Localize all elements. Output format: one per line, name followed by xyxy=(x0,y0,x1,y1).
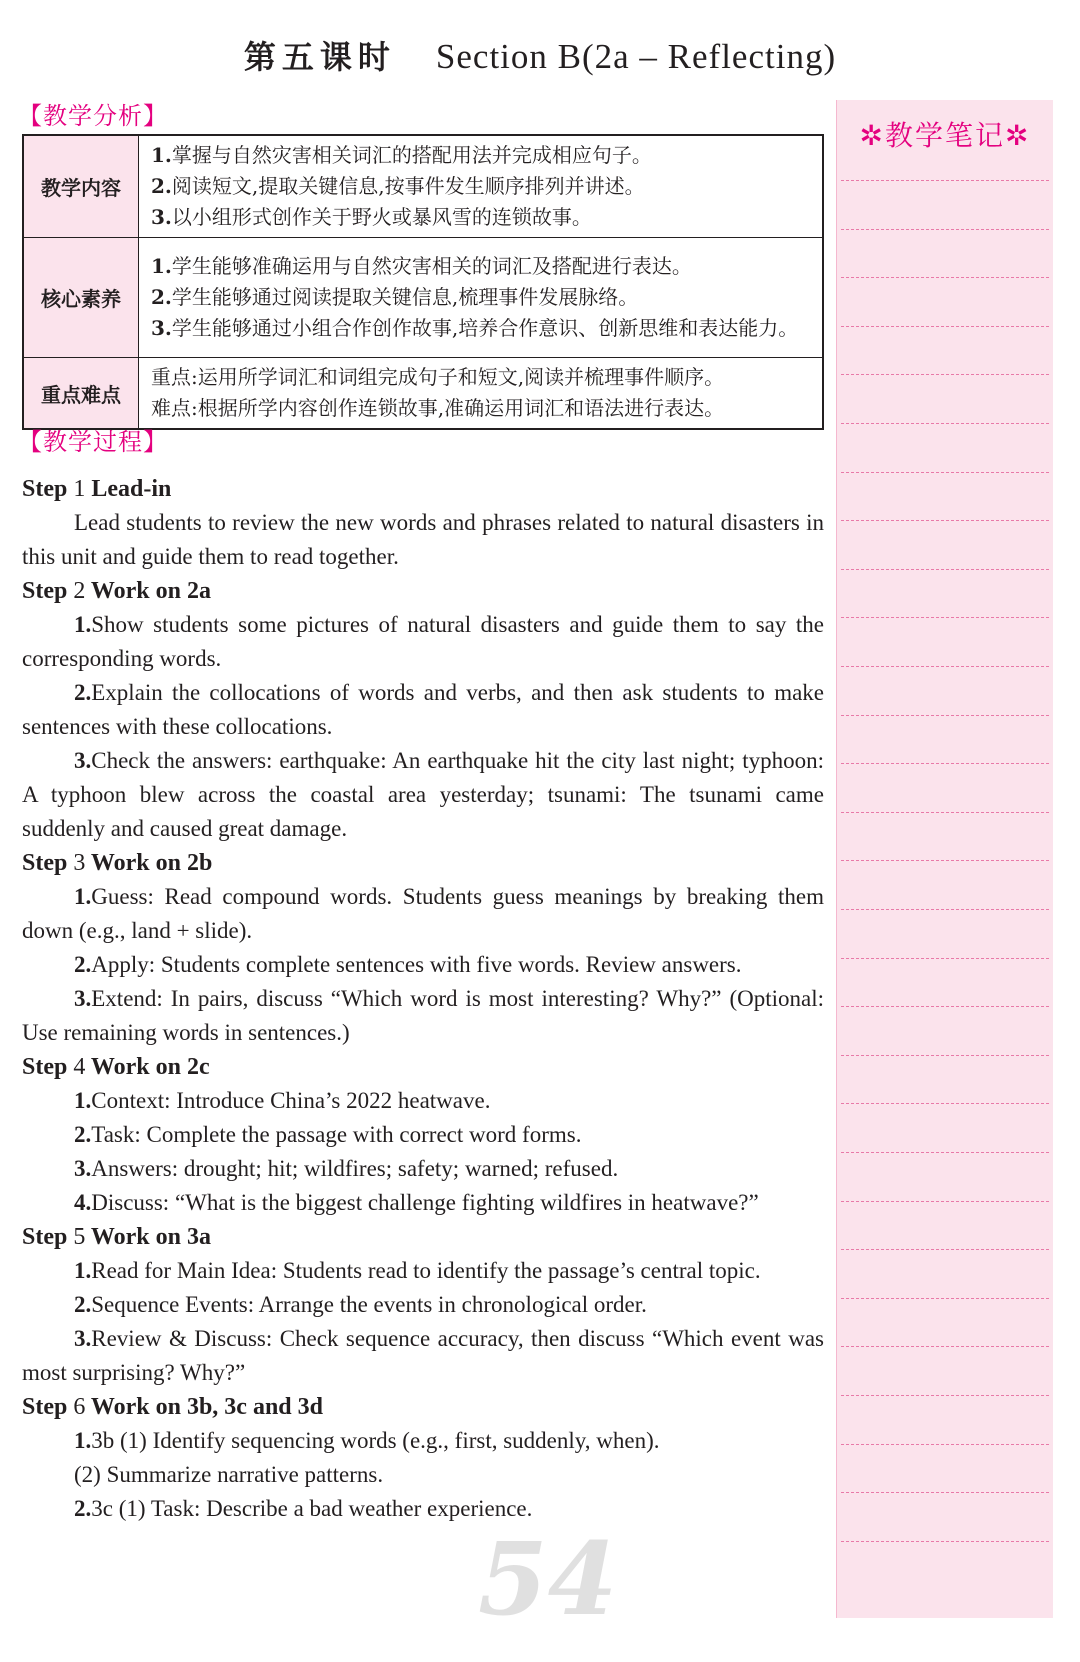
paragraph-text: Extend: In pairs, discuss “Which word is most interesting? Why?” (Optional: Use remaining words in sentences.) xyxy=(22,986,824,1045)
step-heading xyxy=(22,1390,824,1424)
notes-line xyxy=(841,617,1049,618)
item-text: 学生能够通过小组合作创作故事,培养合作意识、创新思维和表达能力。 xyxy=(171,316,799,340)
step-paragraph xyxy=(22,676,824,744)
paragraph-text: Discuss: “What is the biggest challenge fighting wildfires in heatwave?” xyxy=(91,1190,759,1215)
analysis-item xyxy=(151,362,812,393)
step-name: Work on 2b xyxy=(90,850,213,876)
step-paragraph xyxy=(22,1118,824,1152)
item-text: 掌握与自然灾害相关词汇的搭配用法并完成相应句子。 xyxy=(171,143,652,167)
item-number: 3. xyxy=(151,316,172,340)
paragraph-number: 1. xyxy=(74,1088,92,1113)
step-paragraph xyxy=(22,1084,824,1118)
analysis-heading: 【教学分析】 xyxy=(18,102,168,130)
step-number: 2 xyxy=(73,578,86,604)
step-number: 5 xyxy=(73,1224,86,1250)
step-paragraph xyxy=(22,1492,824,1526)
paragraph-number: 2. xyxy=(74,1496,92,1521)
analysis-table xyxy=(22,134,824,430)
item-text: 难点:根据所学内容创作连锁故事,准确运用词汇和语法进行表达。 xyxy=(151,396,725,420)
step-heading xyxy=(22,1050,824,1084)
step-paragraph xyxy=(22,744,824,846)
paragraph-text: Context: Introduce China’s 2022 heatwave. xyxy=(91,1088,491,1113)
paragraph-text: Review & Discuss: Check sequence accuracy, then discuss “Which event was most surprising? Why?” xyxy=(22,1326,824,1385)
notes-line xyxy=(841,1152,1049,1153)
paragraph-number: 2. xyxy=(74,680,92,705)
step-word: Step xyxy=(22,476,68,502)
paragraph-text: Check the answers: earthquake: An earthquake hit the city last night; typhoon: A typhoon blew across the coastal area yesterday; tsunami: The tsunami came suddenly and caused great damage. xyxy=(22,748,824,841)
analysis-row-label: 核心素养 xyxy=(23,238,139,358)
step-heading xyxy=(22,472,824,506)
analysis-row-content xyxy=(139,358,824,430)
analysis-item xyxy=(151,202,812,233)
paragraph-number: 2. xyxy=(74,952,92,977)
paragraph-text: Read for Main Idea: Students read to identify the passage’s central topic. xyxy=(91,1258,761,1283)
step-heading xyxy=(22,574,824,608)
step-paragraph xyxy=(22,982,824,1050)
analysis-item xyxy=(151,393,812,424)
step-word: Step xyxy=(22,578,68,604)
item-text: 以小组形式创作关于野火或暴风雪的连锁故事。 xyxy=(171,205,592,229)
item-text: 学生能够准确运用与自然灾害相关的词汇及搭配进行表达。 xyxy=(171,254,692,278)
notes-line xyxy=(841,812,1049,813)
step-paragraph xyxy=(22,948,824,982)
teaching-process xyxy=(22,472,824,1526)
paragraph-number: 3. xyxy=(74,986,92,1011)
analysis-item xyxy=(151,313,812,344)
item-number: 1. xyxy=(151,143,172,167)
paragraph-number: 3. xyxy=(74,748,92,773)
notes-line xyxy=(841,229,1049,230)
notes-line xyxy=(841,1298,1049,1299)
step-paragraph xyxy=(22,1152,824,1186)
analysis-item xyxy=(151,282,812,313)
notes-line xyxy=(841,1492,1049,1493)
step-word: Step xyxy=(22,1054,68,1080)
step-name: Work on 3b, 3c and 3d xyxy=(90,1394,323,1420)
paragraph-number: 1. xyxy=(74,1428,92,1453)
paragraph-number: 1. xyxy=(74,612,92,637)
step-paragraph xyxy=(22,880,824,948)
notes-line xyxy=(841,860,1049,861)
page-number: 54 xyxy=(478,1520,618,1638)
page-title xyxy=(0,32,1080,78)
step-number: 6 xyxy=(73,1394,86,1420)
paragraph-text: Sequence Events: Arrange the events in chronological order. xyxy=(91,1292,647,1317)
step-paragraph xyxy=(22,1424,824,1458)
notes-line xyxy=(841,569,1049,570)
item-number: 2. xyxy=(151,174,172,198)
paragraph-text: 3b (1) Identify sequencing words (e.g., first, suddenly, when). xyxy=(91,1428,660,1453)
paragraph-number: 4. xyxy=(74,1190,92,1215)
notes-line xyxy=(841,1006,1049,1007)
analysis-row-content xyxy=(139,135,824,238)
step-number: 1 xyxy=(73,476,86,502)
step-word: Step xyxy=(22,1224,68,1250)
notes-line xyxy=(841,180,1049,181)
notes-line xyxy=(841,277,1049,278)
paragraph-text: Answers: drought; hit; wildfires; safety; warned; refused. xyxy=(91,1156,619,1181)
notes-title: ✲教学笔记✲ xyxy=(859,119,1031,152)
notes-line xyxy=(841,763,1049,764)
analysis-row-label: 教学内容 xyxy=(23,135,139,238)
item-text: 重点:运用所学词汇和词组完成句子和短文,阅读并梳理事件顺序。 xyxy=(151,365,725,389)
analysis-row-content xyxy=(139,238,824,358)
process-heading: 【教学过程】 xyxy=(18,428,168,456)
analysis-row xyxy=(23,135,823,238)
paragraph-number: 2. xyxy=(74,1122,92,1147)
paragraph-text: 3c (1) Task: Describe a bad weather experience. xyxy=(91,1496,533,1521)
paragraph-text: Guess: Read compound words. Students guess meanings by breaking them down (e.g., land + slide). xyxy=(22,884,824,943)
paragraph-text: (2) Summarize narrative patterns. xyxy=(74,1462,384,1487)
paragraph-number: 1. xyxy=(74,1258,92,1283)
step-number: 3 xyxy=(73,850,86,876)
notes-line xyxy=(841,1346,1049,1347)
step-name: Work on 2a xyxy=(90,578,211,604)
step-paragraph xyxy=(22,1322,824,1390)
notes-line xyxy=(841,666,1049,667)
paragraph-text: Apply: Students complete sentences with five words. Review answers. xyxy=(91,952,742,977)
paragraph-text: Lead students to review the new words and phrases related to natural disasters in this unit and guide them to read together. xyxy=(22,510,824,569)
lesson-number: 第五课时 xyxy=(243,38,396,76)
paragraph-text: Show students some pictures of natural disasters and guide them to say the corresponding words. xyxy=(22,612,824,671)
analysis-row xyxy=(23,238,823,358)
notes-line xyxy=(841,1541,1049,1542)
step-heading xyxy=(22,846,824,880)
analysis-item xyxy=(151,140,812,171)
notes-line xyxy=(841,326,1049,327)
notes-line xyxy=(841,1249,1049,1250)
notes-line xyxy=(841,1444,1049,1445)
item-number: 3. xyxy=(151,205,172,229)
step-paragraph xyxy=(22,1288,824,1322)
item-text: 学生能够通过阅读提取关键信息,梳理事件发展脉络。 xyxy=(171,285,639,309)
notes-panel xyxy=(836,100,1053,1618)
notes-line xyxy=(841,1201,1049,1202)
step-name: Lead-in xyxy=(91,476,172,502)
notes-line xyxy=(841,715,1049,716)
notes-line xyxy=(841,374,1049,375)
item-number: 1. xyxy=(151,254,172,278)
step-word: Step xyxy=(22,850,68,876)
step-name: Work on 3a xyxy=(90,1224,211,1250)
notes-line xyxy=(841,520,1049,521)
step-number: 4 xyxy=(73,1054,86,1080)
analysis-row-label: 重点难点 xyxy=(23,358,139,430)
step-name: Work on 2c xyxy=(90,1054,210,1080)
step-paragraph xyxy=(22,506,824,574)
paragraph-number: 3. xyxy=(74,1326,92,1351)
notes-line xyxy=(841,1395,1049,1396)
notes-line xyxy=(841,1103,1049,1104)
step-paragraph xyxy=(22,608,824,676)
step-paragraph xyxy=(22,1458,824,1492)
item-text: 阅读短文,提取关键信息,按事件发生顺序排列并讲述。 xyxy=(171,174,645,198)
paragraph-number: 1. xyxy=(74,884,92,909)
analysis-item xyxy=(151,171,812,202)
step-word: Step xyxy=(22,1394,68,1420)
paragraph-number: 3. xyxy=(74,1156,92,1181)
paragraph-number: 2. xyxy=(74,1292,92,1317)
notes-line xyxy=(841,423,1049,424)
paragraph-text: Explain the collocations of words and verbs, and then ask students to make sentences with these collocations. xyxy=(22,680,824,739)
section-title: Section B(2a – Reflecting) xyxy=(435,37,837,76)
notes-line xyxy=(841,909,1049,910)
step-paragraph xyxy=(22,1254,824,1288)
item-number: 2. xyxy=(151,285,172,309)
analysis-item xyxy=(151,251,812,282)
notes-line xyxy=(841,958,1049,959)
step-paragraph xyxy=(22,1186,824,1220)
notes-line xyxy=(841,1055,1049,1056)
analysis-row xyxy=(23,358,823,430)
step-heading xyxy=(22,1220,824,1254)
paragraph-text: Task: Complete the passage with correct word forms. xyxy=(91,1122,582,1147)
notes-line xyxy=(841,472,1049,473)
